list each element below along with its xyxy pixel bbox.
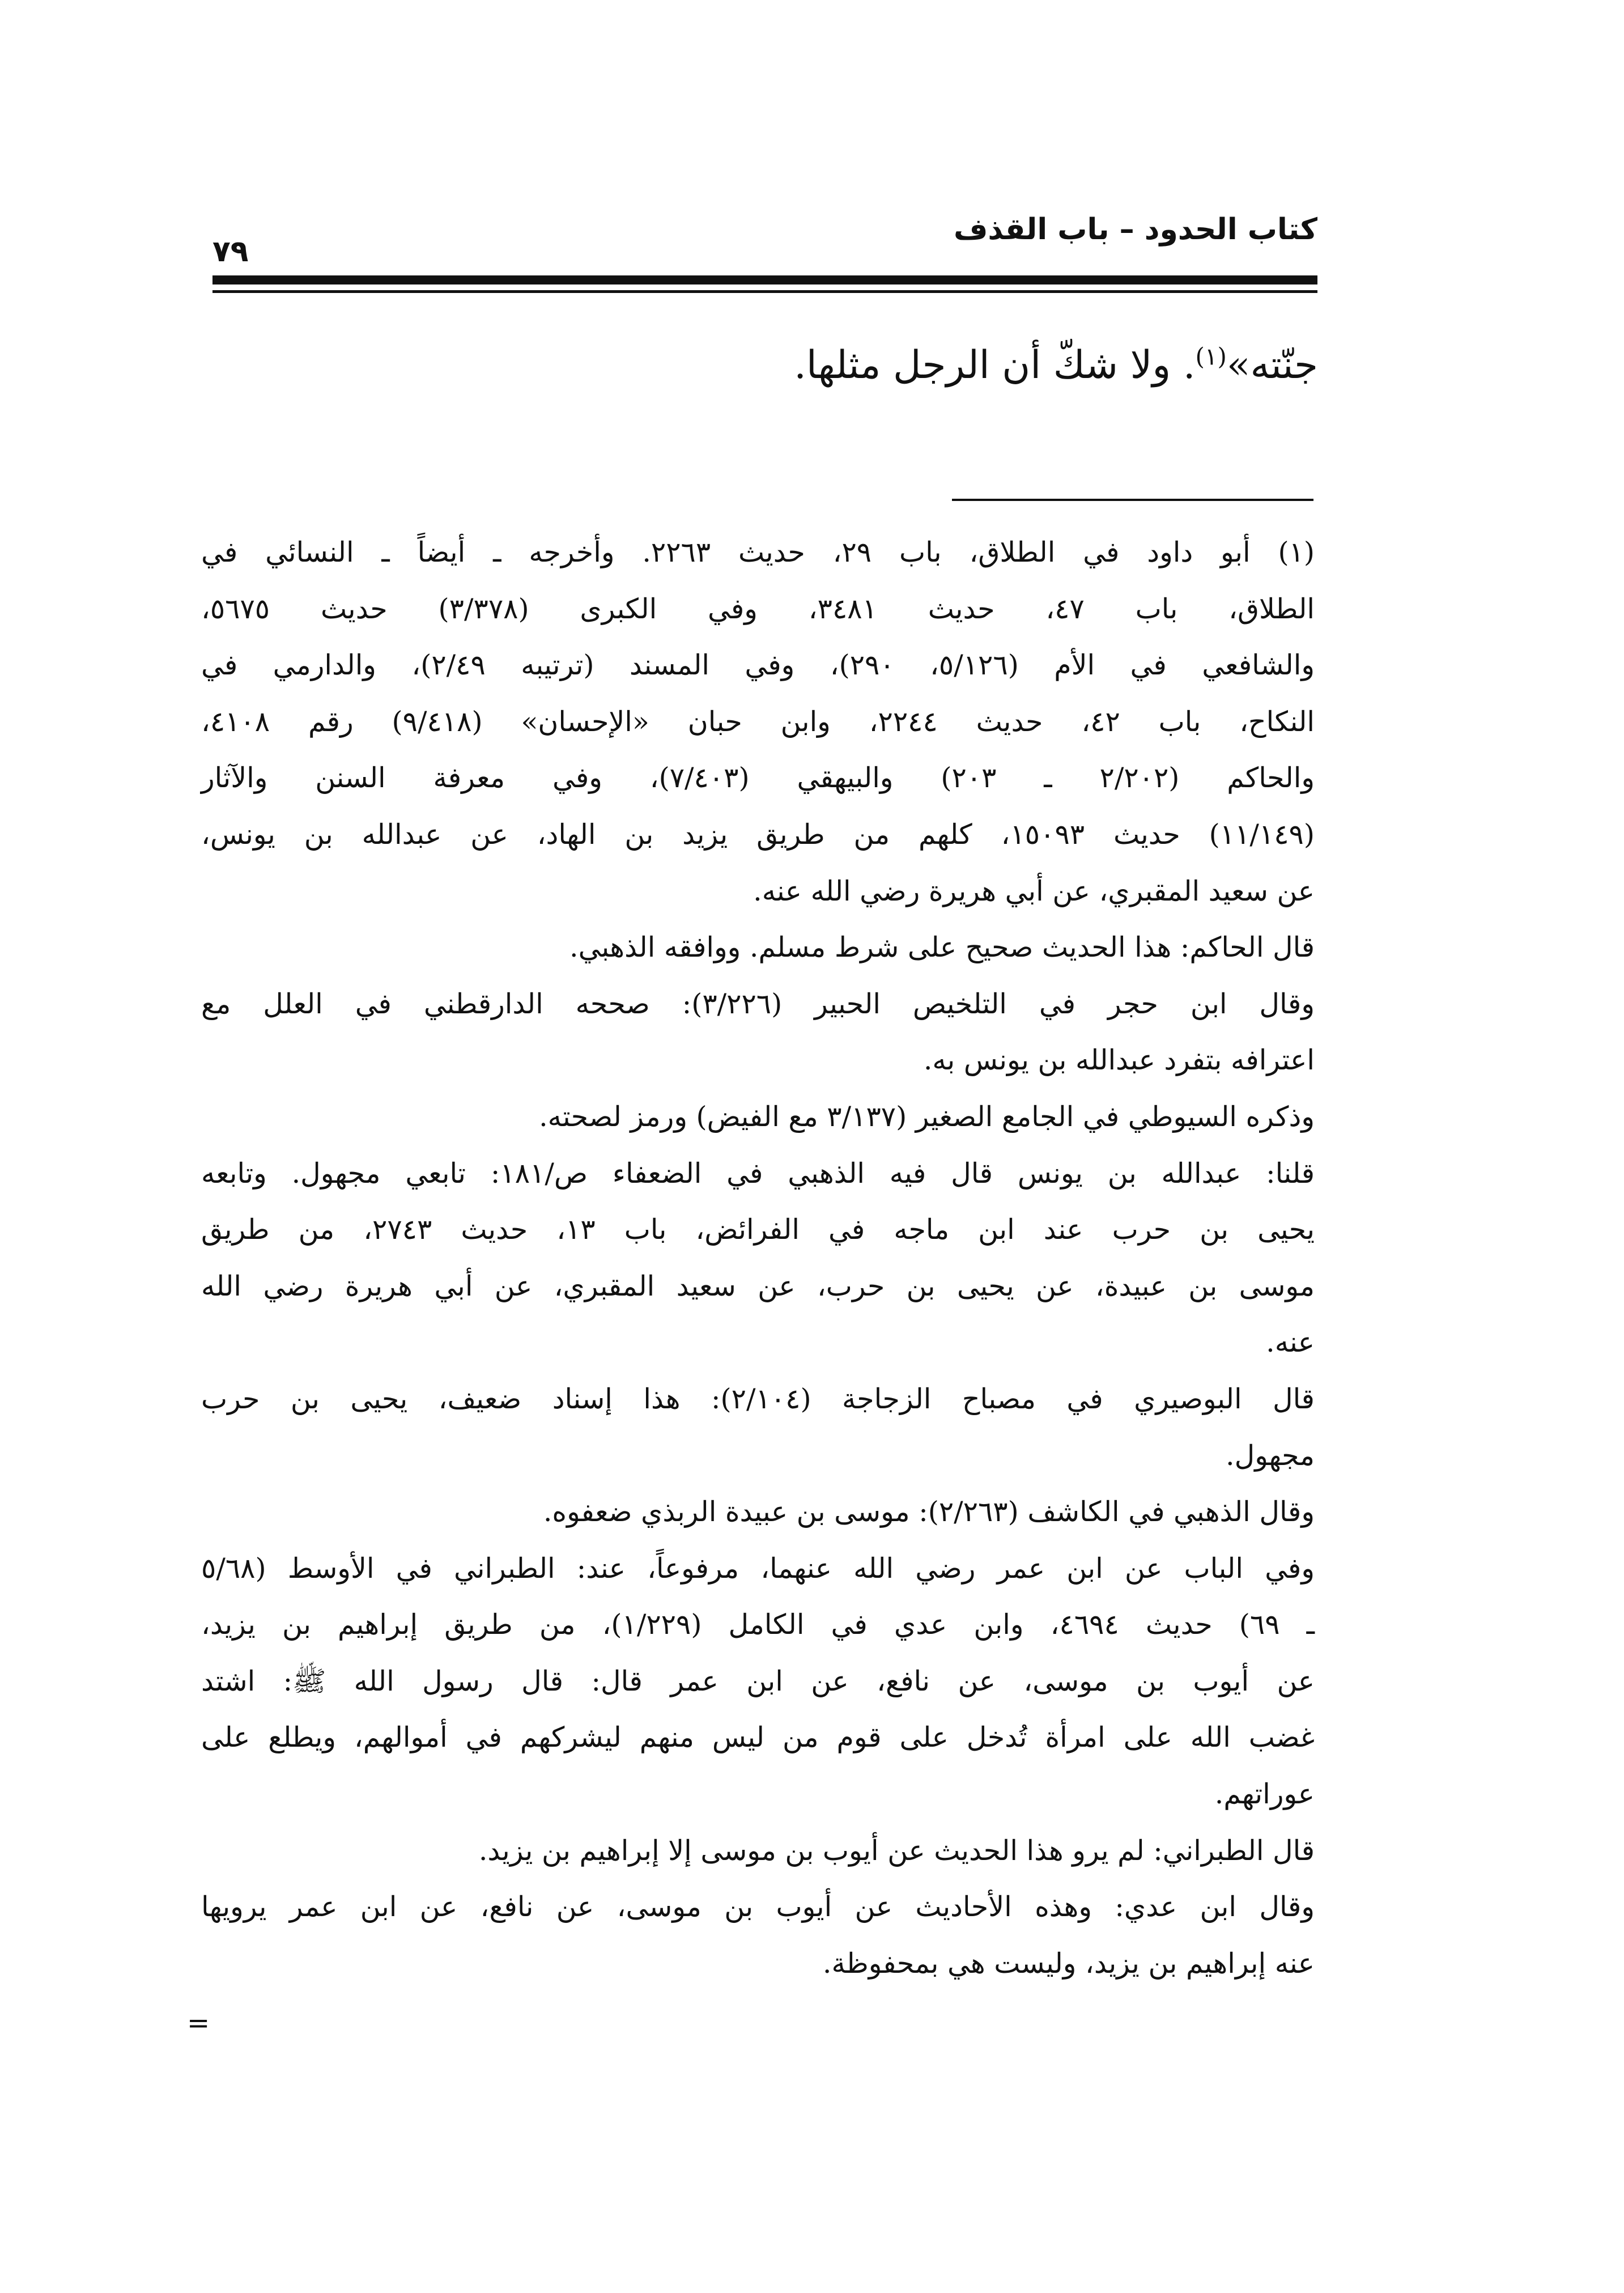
footnote-reference: (١) [1195,342,1227,371]
running-title: كتاب الحدود – باب القذف [953,213,1317,247]
footnote-line: قال الطبراني: لم يرو هذا الحديث عن أيوب بن موسى إلا إبراهيم بن يزيد. [478,1834,1315,1867]
footnote-line: الطلاق، باب ٤٧، حديث ٣٤٨١، وفي الكبرى (٣/٣٧٨) حديث ٥٦٧٥، [201,592,1315,625]
footnote-line: قلنا: عبدالله بن يونس قال فيه الذهبي في الضعفاء ص/١٨١: تابعي مجهول. وتابعه [201,1157,1315,1190]
footnote-line: عنه إبراهيم بن يزيد، وليست هي بمحفوظة. [822,1947,1315,1980]
footnote-line: عوراتهم. [1214,1778,1315,1811]
continuation-mark: = [187,2007,210,2039]
footnote-line: يحيى بن حرب عند ابن ماجه في الفرائض، باب ١٣، حديث ٢٧٤٣، من طريق [201,1213,1315,1246]
footnote-line: وقال ابن عدي: وهذه الأحاديث عن أيوب بن موسى، عن نافع، عن ابن عمر يرويها [201,1891,1315,1923]
footnote-line: ـ ٦٩) حديث ٤٦٩٤، وابن عدي في الكامل (١/٢٢٩)، من طريق إبراهيم بن يزيد، [201,1608,1315,1641]
footnote-line: وفي الباب عن ابن عمر رضي الله عنهما، مرفوعاً، عند: الطبراني في الأوسط (٥/٦٨ [201,1552,1315,1585]
footnote-line: مجهول. [1226,1439,1315,1472]
footnote-separator [952,499,1313,501]
footnotes [201,524,1315,1991]
footnote-line: وقال الذهبي في الكاشف (٢/٢٦٣): موسى بن عبيدة الربذي ضعفوه. [543,1496,1315,1528]
page-number: ٧٩ [212,235,249,269]
running-header [212,210,1317,272]
footnote-line: قال الحاكم: هذا الحديث صحيح على شرط مسلم. ووافقه الذهبي. [569,931,1315,964]
footnote-line: قال البوصيري في مصباح الزجاجة (٢/١٠٤): هذا إسناد ضعيف، يحيى بن حرب [201,1382,1315,1415]
footnote-line: غضب الله على امرأة تُدخل على قوم من ليس منهم ليشركهم في أموالهم، ويطلع على [201,1721,1315,1754]
main-text-end: . ولا شكّ أن الرجل مثلها. [794,343,1196,388]
footnote-line: اعترافه بتفرد عبدالله بن يونس به. [923,1044,1315,1077]
footnote-line: النكاح، باب ٤٢، حديث ٢٢٤٤، وابن حبان «الإحسان» (٩/٤١٨) رقم ٤١٠٨، [201,705,1315,738]
footnote-line: وذكره السيوطي في الجامع الصغير (٣/١٣٧ مع الفيض) ورمز لصحته. [539,1100,1315,1133]
main-text [355,334,1318,397]
footnote-line: (١) أبو داود في الطلاق، باب ٢٩، حديث ٢٢٦٣. وأخرجه ـ أيضاً ـ النسائي في [201,536,1315,568]
footnote-line: والحاكم (٢/٢٠٢ ـ ٢٠٣) والبيهقي (٧/٤٠٣)، وفي معرفة السنن والآثار [201,762,1315,795]
header-rule-thin [212,290,1317,293]
header-rule-thick [212,275,1317,284]
footnote-line: (١١/١٤٩) حديث ١٥٠٩٣، كلهم من طريق يزيد بن الهاد، عن عبدالله بن يونس، [201,818,1315,851]
main-text-start: جنّته» [1226,343,1318,388]
footnote-line: عن أيوب بن موسى، عن نافع، عن ابن عمر قال: قال رسول الله ﷺ: اشتد [201,1664,1315,1697]
footnote-line: عن سعيد المقبري، عن أبي هريرة رضي الله عنه. [753,874,1315,907]
footnote-line: عنه. [1266,1326,1315,1359]
footnote-line: موسى بن عبيدة، عن يحيى بن حرب، عن سعيد المقبري، عن أبي هريرة رضي الله [201,1269,1315,1302]
footnote-line: وقال ابن حجر في التلخيص الحبير (٣/٢٢٦): صححه الدارقطني في العلل مع [201,987,1315,1020]
footnote-line: والشافعي في الأم (٥/١٢٦، ٢٩٠)، وفي المسند (ترتيبه ٢/٤٩)، والدارمي في [201,649,1315,682]
